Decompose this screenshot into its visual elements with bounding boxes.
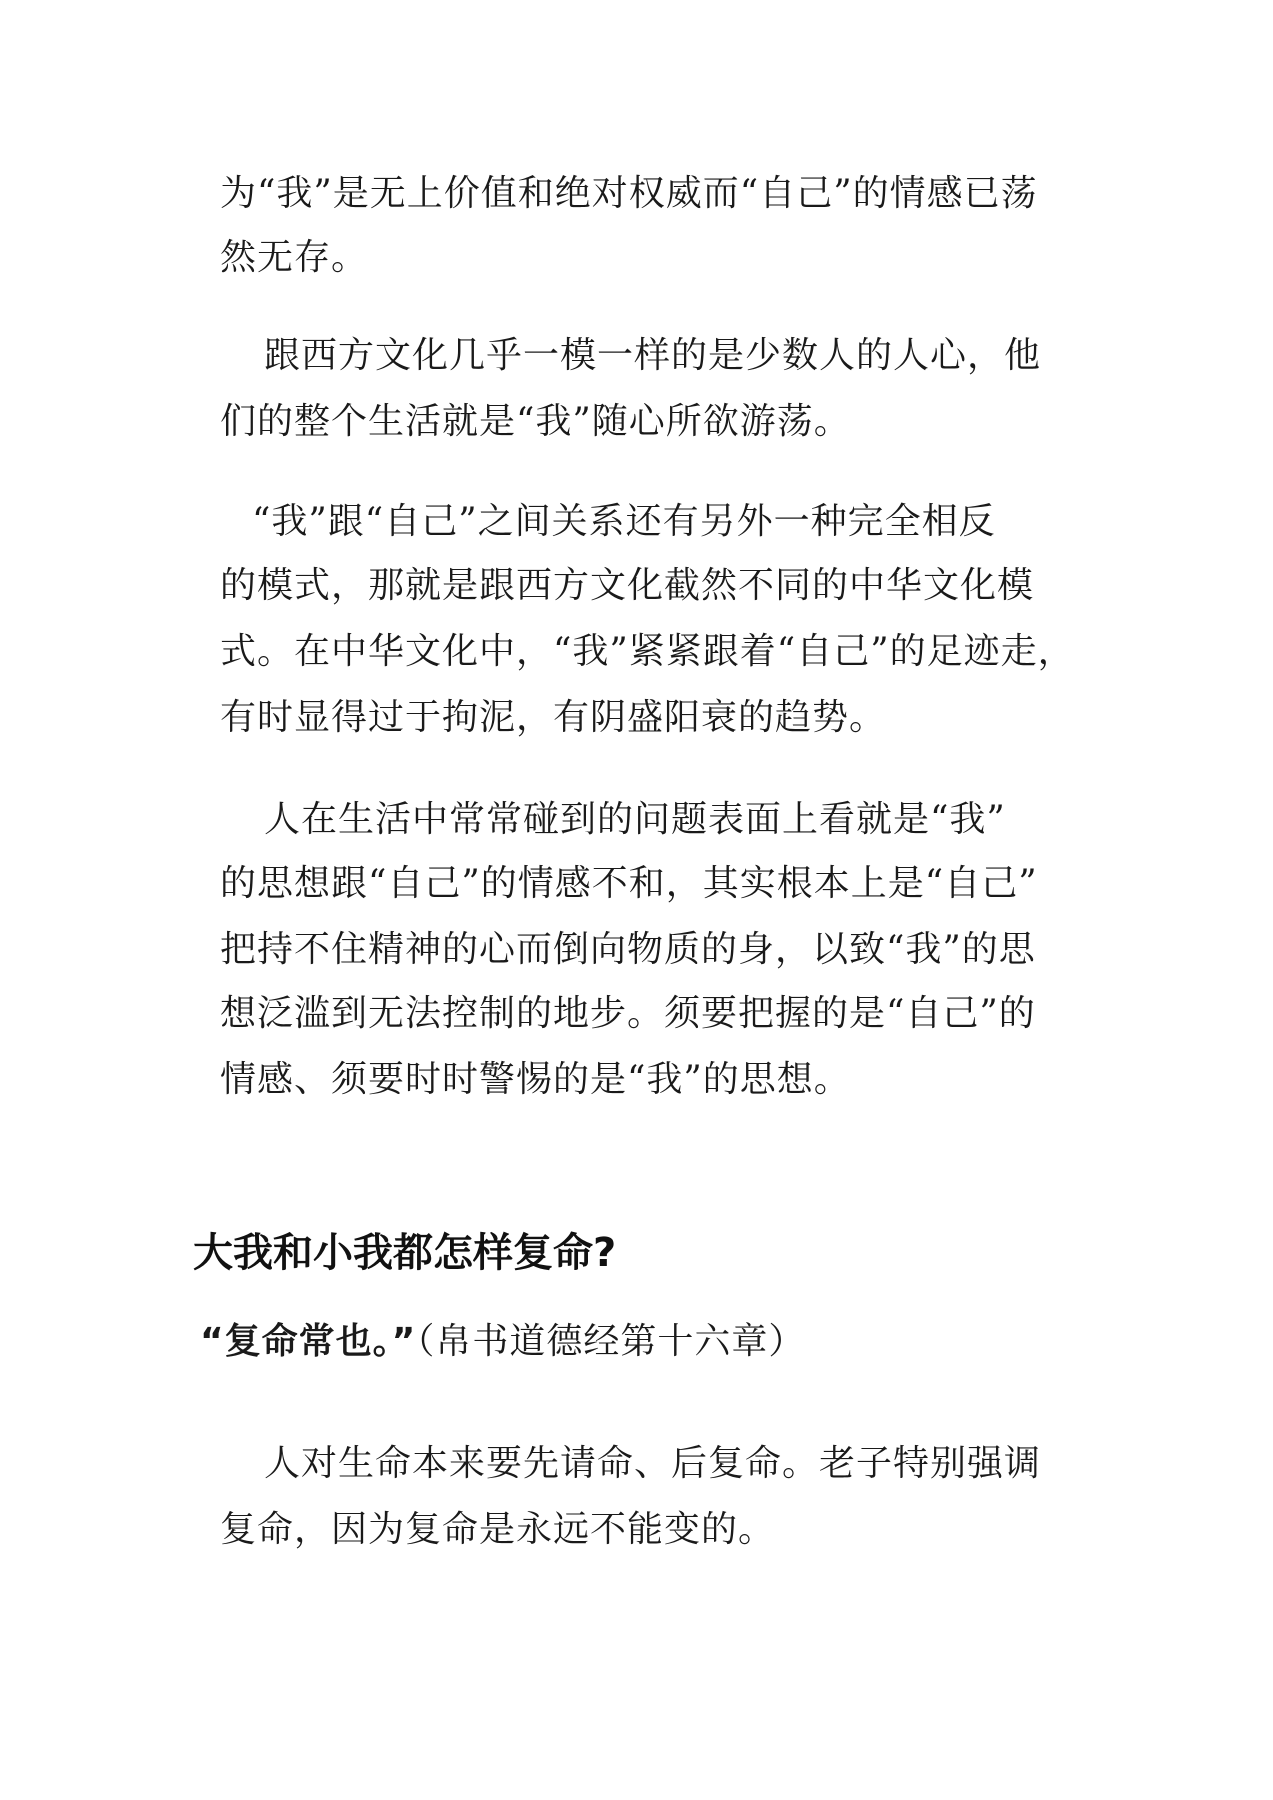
section-body-line-1: 人对生命本来要先请命、后复命。老子特别强调	[264, 1443, 1042, 1484]
section-body-line-2: 复命，因为复命是永远不能变的。	[220, 1509, 776, 1550]
paragraph-4-line-1: 人在生活中常常碰到的问题表面上看就是“我”	[264, 799, 1006, 840]
paragraph-2-line-2: 们的整个生活就是“我”随心所欲游荡。	[220, 401, 851, 442]
paragraph-1-line-1: 为“我”是无上价值和绝对权威而“自己”的情感已荡	[220, 173, 1038, 214]
quote-source: （帛书道德经第十六章）	[416, 1321, 806, 1362]
paragraph-3-line-1: “我”跟“自己”之间关系还有另外一种完全相反	[252, 501, 996, 542]
paragraph-4-line-3: 把持不住精神的心而倒向物质的身，以致“我”的思	[220, 929, 1036, 970]
quote-line	[200, 1320, 805, 1364]
quote-text: “复命常也。”	[200, 1321, 417, 1362]
paragraph-3-line-3: 式。在中华文化中，“我”紧紧跟着“自己”的足迹走，	[220, 631, 1075, 672]
paragraph-3-line-2: 的模式，那就是跟西方文化截然不同的中华文化模	[220, 565, 1035, 606]
paragraph-3-line-4: 有时显得过于拘泥，有阴盛阳衰的趋势。	[220, 697, 887, 738]
paragraph-4-line-5: 情感、须要时时警惕的是“我”的思想。	[220, 1059, 851, 1100]
paragraph-1-line-2: 然无存。	[220, 237, 369, 278]
paragraph-4-line-2: 的思想跟“自己”的情感不和，其实根本上是“自己”	[220, 863, 1038, 904]
paragraph-4-line-4: 想泛滥到无法控制的地步。须要把握的是“自己”的	[220, 993, 1036, 1034]
section-heading: 大我和小我都怎样复命?	[193, 1230, 617, 1276]
paragraph-2-line-1: 跟西方文化几乎一模一样的是少数人的人心，他	[264, 335, 1042, 376]
